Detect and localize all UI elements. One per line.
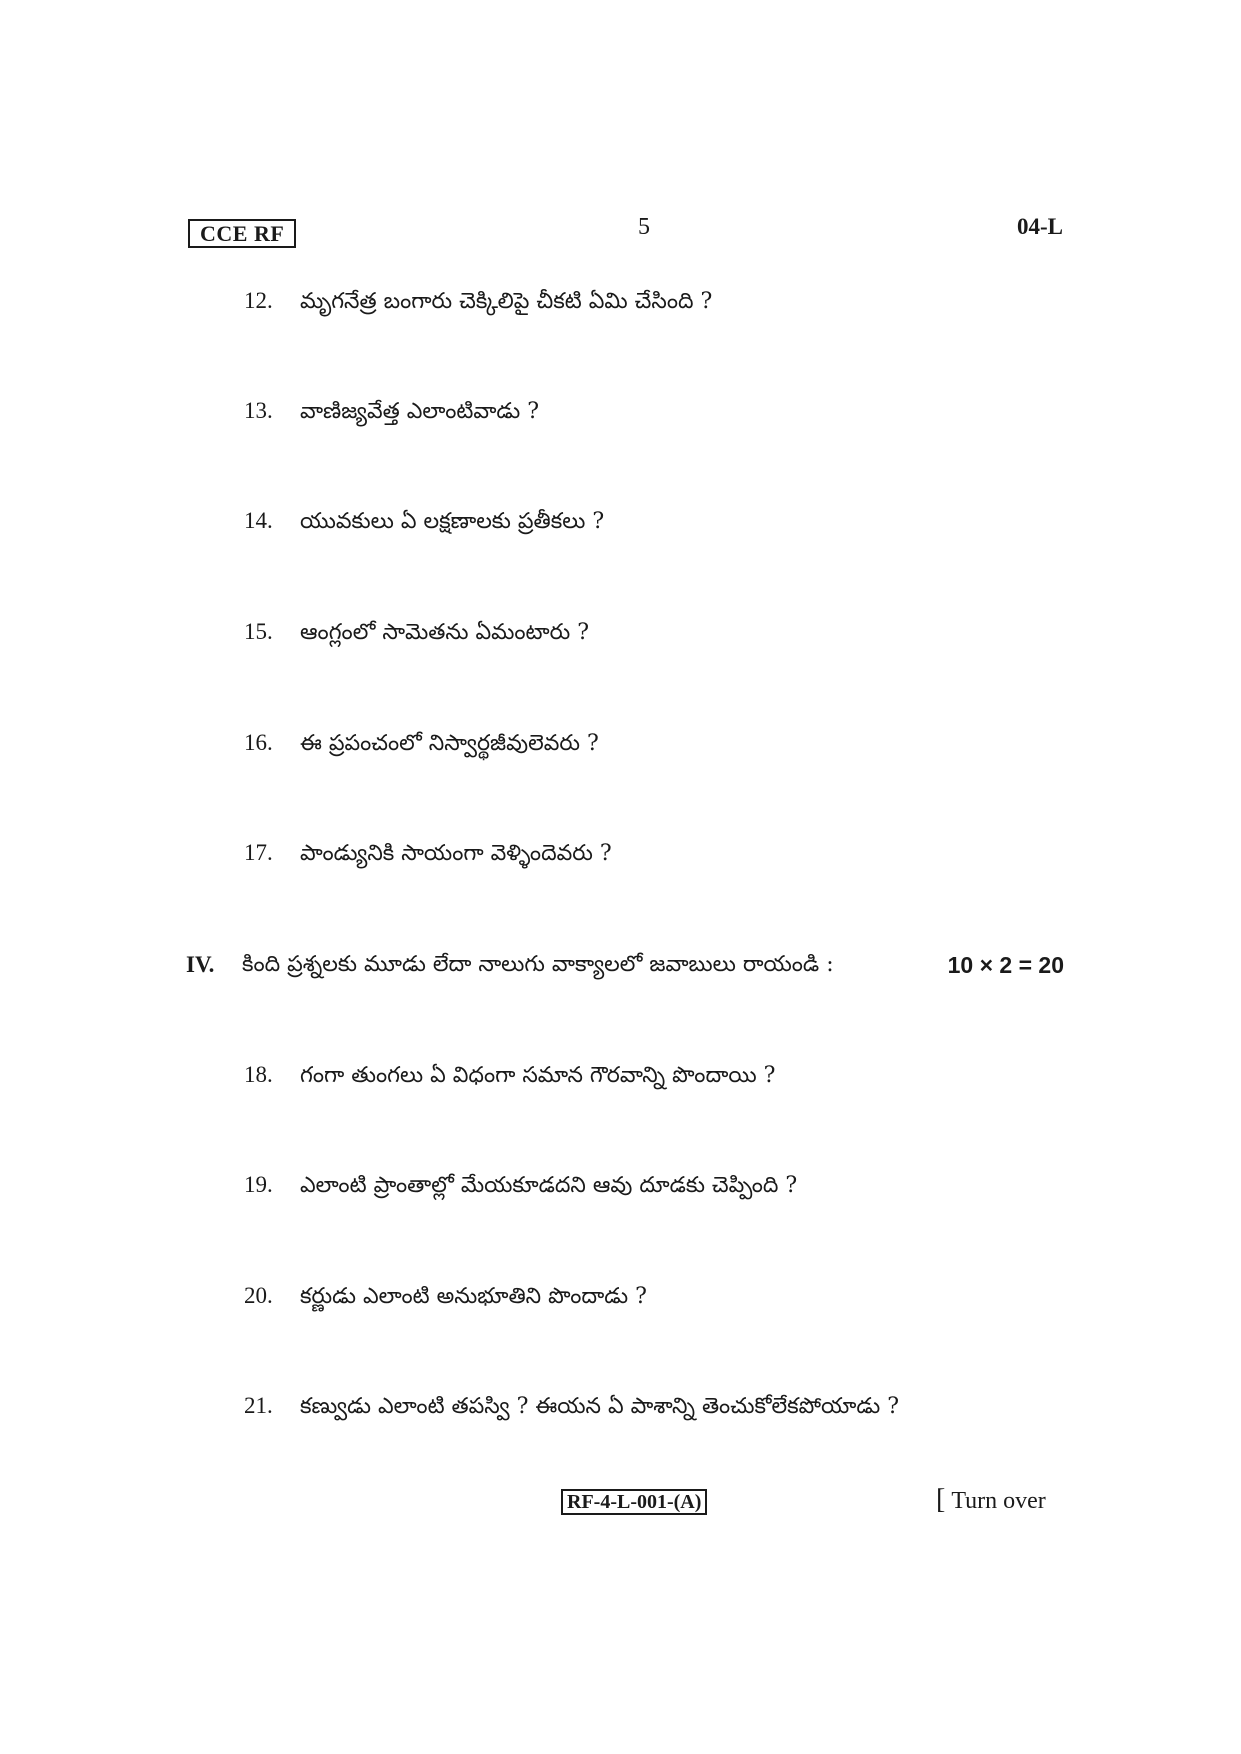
paper-code: 04-L (1017, 214, 1063, 239)
question-number: 17. (244, 840, 273, 865)
header-code-box: CCE RF (188, 219, 296, 248)
question-number: 15. (244, 619, 273, 644)
question-20 (244, 1281, 647, 1312)
page-number: 5 (638, 214, 650, 240)
question-15 (244, 617, 589, 648)
question-number: 16. (244, 730, 273, 755)
section-heading (186, 948, 1064, 982)
section-marks: 10 × 2 = 20 (947, 952, 1064, 978)
turn-over-note (936, 1484, 1046, 1516)
question-12 (244, 286, 712, 317)
question-number: 14. (244, 508, 273, 533)
question-text: వాణిజ్యవేత్త ఎలాంటివాడు ? (300, 399, 540, 424)
section-number: IV. (186, 952, 215, 977)
question-13 (244, 396, 539, 427)
question-text: కణ్వుడు ఎలాంటి తపస్వి ? ఈయన ఏ పాశాన్ని తెంచుకోలేకపోయాడు ? (300, 1394, 900, 1419)
question-number: 20. (244, 1283, 273, 1308)
turn-over-bracket: [ (936, 1484, 946, 1515)
turn-over-text: Turn over (951, 1488, 1046, 1514)
question-text: పాండ్యునికి సాయంగా వెళ్ళిందెవరు ? (300, 841, 612, 866)
question-text: ఈ ప్రపంచంలో నిస్వార్థజీవులెవరు ? (300, 731, 599, 756)
question-text: యువకులు ఏ లక్షణాలకు ప్రతీకలు ? (300, 509, 605, 534)
question-16 (244, 728, 599, 759)
question-21 (244, 1391, 899, 1422)
question-number: 18. (244, 1062, 273, 1087)
question-14 (244, 506, 604, 537)
question-number: 19. (244, 1172, 273, 1197)
question-text: ఎలాంటి ప్రాంతాల్లో మేయకూడదని ఆవు దూడకు చెప్పింది ? (300, 1173, 798, 1198)
question-number: 13. (244, 398, 273, 423)
question-19 (244, 1170, 797, 1201)
question-text: ఆంగ్లంలో సామెతను ఏమంటారు ? (300, 620, 590, 645)
question-text: మృగనేత్ర బంగారు చెక్కిలిపై చీకటి ఏమి చేసింది ? (300, 289, 713, 314)
question-number: 21. (244, 1393, 273, 1418)
footer-code-box: RF-4-L-001-(A) (561, 1489, 707, 1515)
question-17 (244, 838, 612, 869)
question-18 (244, 1060, 775, 1091)
section-instruction: కింది ప్రశ్నలకు మూడు లేదా నాలుగు వాక్యాలలో జవాబులు రాయండి : (242, 952, 834, 977)
question-text: గంగా తుంగలు ఏ విధంగా సమాన గౌరవాన్ని పొందాయి ? (300, 1063, 776, 1088)
question-number: 12. (244, 288, 273, 313)
question-text: కర్ణుడు ఎలాంటి అనుభూతిని పొందాడు ? (300, 1284, 647, 1309)
